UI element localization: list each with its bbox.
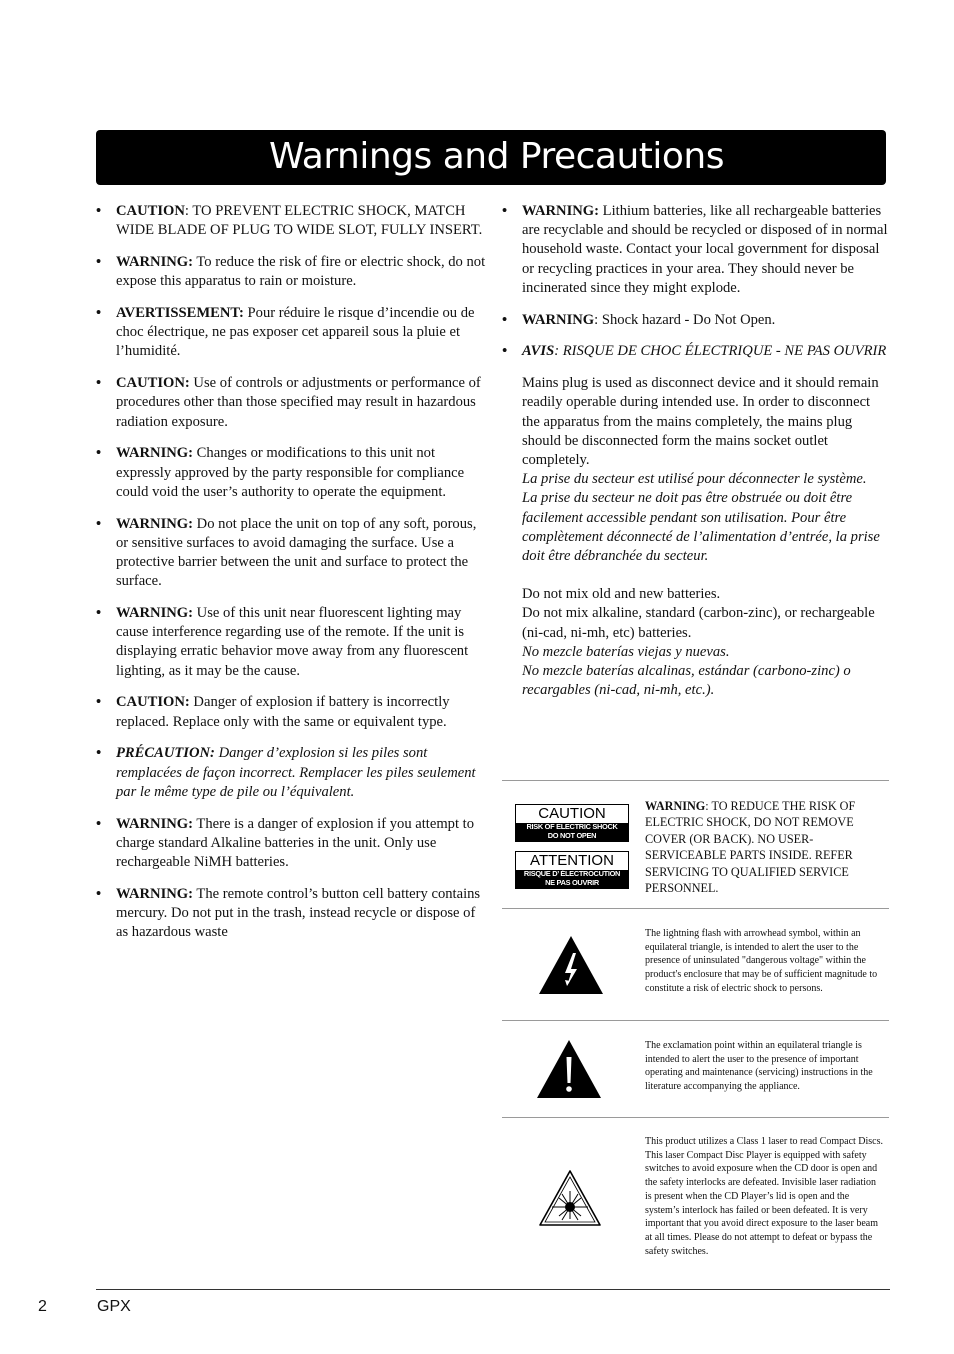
item-label: AVERTISSEMENT: bbox=[116, 305, 244, 321]
page-number: 2 bbox=[38, 1298, 47, 1315]
caution-label-line-1: RISK OF ELECTRIC SHOCK bbox=[526, 822, 618, 831]
left-column bbox=[96, 202, 486, 955]
list-item bbox=[502, 202, 888, 298]
item-text: Use of controls or adjustments or performance of procedures other than those specified may result in hazardous radiation exposure. bbox=[116, 375, 481, 430]
item-text: : TO PREVENT ELECTRIC SHOCK, MATCH WIDE BLADE OF PLUG TO WIDE SLOT, FULLY INSERT. bbox=[116, 203, 483, 239]
page-title: Warnings and Precautions bbox=[269, 136, 724, 177]
list-item bbox=[96, 515, 486, 592]
item-label: WARNING: bbox=[522, 203, 600, 219]
list-item bbox=[96, 202, 486, 240]
laser-warning-icon bbox=[538, 1169, 602, 1227]
item-text: There is a danger of explosion if you attempt to charge standard Alkaline batteries in the unit. Only use rechargeable NiMH batteries. bbox=[116, 815, 475, 871]
item-label: WARNING: bbox=[116, 605, 194, 622]
item-text: The remote control’s button cell battery contains mercury. Do not put in the trash, instead recycle or dispose of as hazardous waste bbox=[116, 885, 481, 941]
item-label: AVIS bbox=[522, 343, 555, 360]
right-column bbox=[502, 202, 888, 700]
item-label: CAUTION: bbox=[116, 694, 190, 711]
item-label: WARNING bbox=[522, 311, 595, 328]
list-item bbox=[96, 744, 486, 802]
mains-plug-en: Mains plug is used as disconnect device and it should remain readily operable during intended use. In order to disconnect the apparatus from the mains completely, the mains plug should be disconnected form the mains socket outlet completely. bbox=[522, 375, 879, 469]
item-text: : RISQUE DE CHOC ÉLECTRIQUE - NE PAS OUVRIR bbox=[554, 343, 887, 360]
attention-label-line-2: NE PAS OUVRIR bbox=[545, 877, 599, 887]
item-label: PRÉCAUTION: bbox=[116, 745, 215, 762]
item-label: CAUTION bbox=[116, 203, 185, 219]
item-label: WARNING: bbox=[116, 515, 194, 532]
laser-text: This product utilizes a Class 1 laser to read Compact Discs. This laser Compact Disc Player is equipped with safety switches to avoid exposure when the CD door is open and the safety interlocks are defeated. Invisible laser radiation is present when the CD Player’s lid is open and the system’s interlock has failed or been defeated. It is very important that you avoid direct exposure to the laser beam at all times. Please do not attempt to defeat or bypass the safety switches. bbox=[645, 1136, 884, 1257]
exclamation-text: The exclamation point within an equilateral triangle is intended to alert the user to the presence of important operating and maintenance (servicing) instructions in the literature accompanying the appliance. bbox=[645, 1040, 873, 1093]
footer-divider bbox=[96, 1289, 890, 1290]
item-label: WARNING: bbox=[116, 885, 194, 902]
item-text: To reduce the risk of fire or electric shock, do not expose this apparatus to rain or moisture. bbox=[116, 254, 486, 290]
right-warning-list bbox=[502, 202, 888, 362]
list-item bbox=[96, 885, 486, 943]
item-text: Changes or modifications to this unit not expressly approved by the party responsible for compliance could void the user’s authority to operate the equipment. bbox=[116, 445, 465, 500]
exclamation-triangle-icon bbox=[536, 1039, 602, 1099]
shock-warning-text: WARNING: TO REDUCE THE RISK OF ELECTRIC SHOCK, DO NOT REMOVE COVER (OR BACK). NO USER-SERVICEABLE PARTS INSIDE. REFER SERVICING TO QUALIFIED SERVICE PERSONNEL. bbox=[645, 799, 856, 896]
mains-plug-fr-2: La prise du secteur ne doit pas être obstruée ou doit être facilement accessible pendant son utilisation. Pour être complètement déconnecté de l’alimentation d’entrée, la prise doit être débranchée du secteur. bbox=[522, 490, 880, 565]
attention-label-title: ATTENTION bbox=[516, 852, 628, 870]
item-text: Pour réduire le risque d’incendie ou de choc électrique, ne pas exposer cet appareil sous la pluie et l’humidité. bbox=[116, 305, 475, 360]
battery-note-2: Do not mix alkaline, standard (carbon-zinc), or rechargeable (ni-cad, ni-mh, etc) batteries. bbox=[522, 605, 875, 641]
list-item bbox=[96, 253, 486, 291]
shock-warning-label: WARNING bbox=[645, 799, 706, 813]
item-text: Lithium batteries, like all rechargeable batteries are recyclable and should be recycled or disposed of in normal household waste. Contact your local government for disposal or recycling practices in your area. They should never be incinerated since they might explode. bbox=[522, 203, 888, 296]
item-text: : Shock hazard - Do Not Open. bbox=[594, 311, 776, 328]
attention-label-line-1: RISQUE D’ ÉLECTROCUTION bbox=[523, 869, 621, 878]
item-label: WARNING: bbox=[116, 254, 194, 270]
item-text: Do not place the unit on top of any soft, porous, or sensitive surfaces to avoid damaging the surface. Use a protective barrier between the unit and surface to protect the surface. bbox=[116, 515, 477, 590]
list-item bbox=[96, 304, 486, 362]
title-banner bbox=[96, 130, 886, 185]
item-label: WARNING: bbox=[116, 815, 194, 832]
lightning-triangle-icon bbox=[538, 935, 604, 995]
item-text: Danger d’explosion si les piles sont remplacées de façon incorrect. Remplacer les piles seulement par le même type de pile ou l’équivalent. bbox=[116, 745, 476, 800]
lightning-box bbox=[502, 908, 889, 1021]
list-item bbox=[96, 604, 486, 681]
list-item bbox=[96, 444, 486, 502]
brand-name: GPX bbox=[97, 1298, 131, 1315]
item-label: CAUTION: bbox=[116, 375, 190, 392]
item-label: WARNING: bbox=[116, 445, 194, 462]
laser-box bbox=[502, 1117, 889, 1278]
list-item bbox=[502, 342, 888, 361]
item-text: Use of this unit near fluorescent lighting may cause interference regarding use of the remote. If the unit is displaying erratic behavior move away from any fluorescent lighting, as it may be the cause. bbox=[116, 605, 469, 679]
list-item bbox=[502, 311, 888, 330]
exclamation-box bbox=[502, 1020, 889, 1118]
caution-label-line-2: DO NOT OPEN bbox=[547, 830, 597, 840]
shock-warning-box bbox=[502, 780, 889, 909]
caution-label bbox=[515, 804, 629, 842]
lightning-text: The lightning flash with arrowhead symbol, within an equilateral triangle, is intended to alert the user to the presence of uninsulated "dangerous voltage" within the product's enclosure that may be of sufficient magnitude to constitute a risk of electric shock to persons. bbox=[645, 928, 878, 994]
list-item bbox=[96, 693, 486, 731]
battery-note-es-2: No mezcle baterías alcalinas, estándar (carbono-zinc) o recargables (ni-cad, ni-mh, etc.). bbox=[522, 663, 851, 699]
battery-note-es-1: No mezcle baterías viejas y nuevas. bbox=[522, 643, 730, 660]
left-warning-list bbox=[96, 202, 486, 942]
battery-note-1: Do not mix old and new batteries. bbox=[522, 586, 721, 603]
list-item bbox=[96, 374, 486, 432]
item-text: Danger of explosion if battery is incorrectly replaced. Replace only with the same or equivalent type. bbox=[116, 694, 450, 730]
attention-label bbox=[515, 851, 629, 889]
caution-label-title: CAUTION bbox=[516, 805, 628, 823]
mains-plug-fr-1: La prise du secteur est utilisé pour déconnecter le système. bbox=[522, 471, 867, 488]
list-item bbox=[96, 815, 486, 873]
